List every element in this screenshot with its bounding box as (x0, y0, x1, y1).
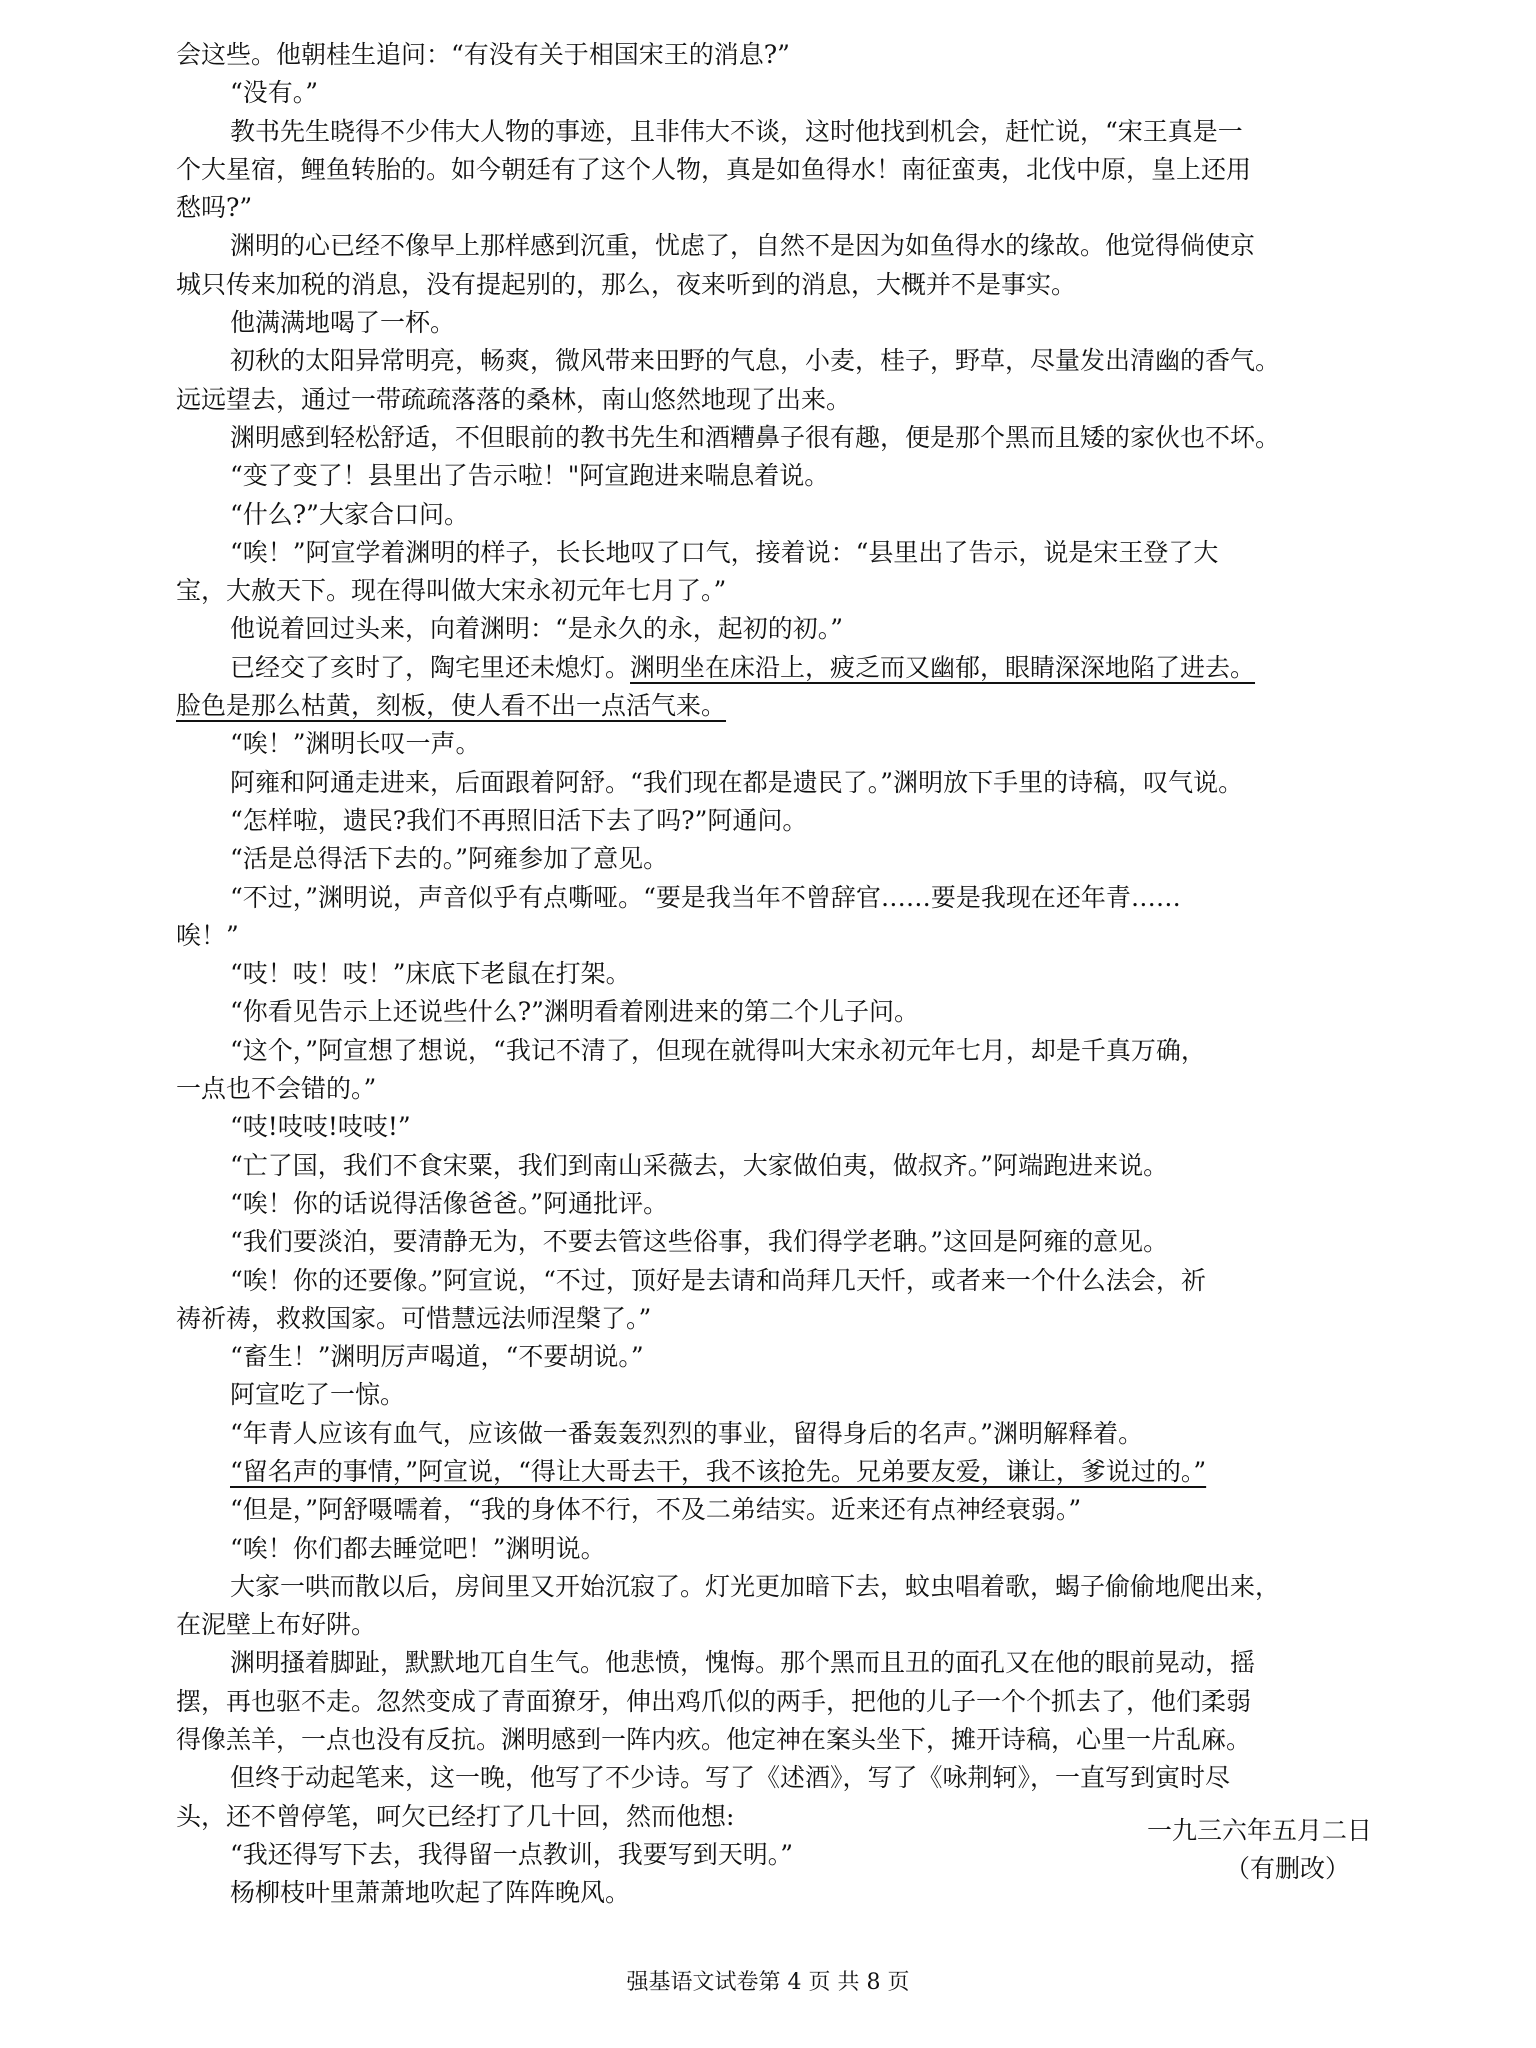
text-line (176, 879, 1376, 917)
text-line (176, 1147, 1376, 1185)
text-segment: 但终于动起笔来，这一晚，他写了不少诗。写了《述酒》，写了《咏荆轲》，一直写到寅时尽 (230, 1763, 1231, 1793)
text-line (176, 1683, 1376, 1721)
text-segment: “唉！你的话说得活像爸爸。”阿通批评。 (230, 1188, 669, 1218)
text-line (176, 381, 1376, 419)
text-segment: 愁吗?” (176, 193, 253, 223)
text-segment: 他满满地喝了一杯。 (230, 308, 456, 338)
text-line (176, 1644, 1376, 1682)
text-segment: “不过，”渊明说，声音似乎有点嘶哑。“要是我当年不曾辞官……要是我现在还年青…… (230, 882, 1181, 912)
text-line (176, 1415, 1376, 1453)
text-line (176, 1530, 1376, 1568)
text-segment: “吱！吱！吱！”床底下老鼠在打架。 (230, 959, 631, 989)
text-line (176, 1568, 1376, 1606)
text-segment: 大家一哄而散以后，房间里又开始沉寂了。灯光更加暗下去，蚊虫唱着歌，蝎子偷偷地爬出来， (230, 1571, 1281, 1601)
text-line (176, 1759, 1376, 1797)
text-segment: 渊明的心已经不像早上那样感到沉重，忧虑了，自然不是因为如鱼得水的缘故。他觉得倘使京 (230, 231, 1256, 261)
text-line (176, 764, 1376, 802)
text-segment: 宝，大赦天下。现在得叫做大宋永初元年七月了。” (176, 576, 727, 606)
text-line (176, 1338, 1376, 1376)
page-footer: 强基语文试卷第 4 页 共 8 页 (626, 1970, 910, 1995)
text-segment: “年青人应该有血气，应该做一番轰轰烈烈的事业，留得身后的名声。”渊明解释着。 (230, 1418, 1144, 1448)
text-segment: “畜生！”渊明厉声喝道，“不要胡说。” (230, 1342, 644, 1372)
text-line (176, 1606, 1376, 1644)
text-segment: 初秋的太阳异常明亮，畅爽，微风带来田野的气息，小麦，桂子，野草，尽量发出清幽的香气。 (230, 346, 1281, 376)
text-segment: “吱!吱吱!吱吱!” (230, 1112, 411, 1142)
text-line (176, 725, 1376, 763)
text-segment: “亡了国，我们不食宋粟，我们到南山采薇去，大家做伯夷，做叔齐。”阿端跑进来说。 (230, 1150, 1169, 1180)
text-segment: 头，还不曾停笔，呵欠已经打了几十回，然而他想: (176, 1801, 735, 1831)
text-segment: 阿雍和阿通走进来，后面跟着阿舒。“我们现在都是遗民了。”渊明放下手里的诗稿，叹气说。 (230, 767, 1244, 797)
text-line (176, 840, 1376, 878)
text-segment: 城只传来加税的消息，没有提起别的，那么，夜来听到的消息，大概并不是事实。 (176, 269, 1077, 299)
text-line (176, 917, 1376, 955)
text-segment: “活是总得活下去的。”阿雍参加了意见。 (230, 844, 669, 874)
text-segment: “唉！你的还要像。”阿宣说，“不过，顶好是去请和尚拜几天忏，或者来一个什么法会，祈 (230, 1265, 1206, 1295)
text-segment: 唉！” (176, 920, 239, 950)
text-segment: 祷祈祷，救救国家。可惜慧远法师涅槃了。” (176, 1303, 652, 1333)
text-line (176, 1223, 1376, 1261)
text-line (176, 1032, 1376, 1070)
text-segment: 得像羔羊，一点也没有反抗。渊明感到一阵内疚。他定神在案头坐下，摊开诗稿，心里一片乱麻。 (176, 1725, 1252, 1755)
text-segment: 会这些。他朝桂生追问：“有没有关于相国宋王的消息?” (176, 40, 790, 69)
text-line (176, 113, 1376, 151)
text-line (176, 496, 1376, 534)
text-segment: 在泥壁上布好阱。 (176, 1610, 377, 1640)
text-segment: “这个，”阿宣想了想说，“我记不清了，但现在就得叫大宋永初元年七月，却是千真万确， (230, 1035, 1206, 1065)
text-line (176, 419, 1376, 457)
text-line (176, 1300, 1376, 1338)
text-segment: 教书先生晓得不少伟大人物的事迹，且非伟大不谈，这时他找到机会，赶忙说，“宋王真是一 (230, 116, 1243, 146)
text-segment: 远远望去，通过一带疏疏落落的桑林，南山悠然地现了出来。 (176, 384, 852, 414)
text-segment: “你看见告示上还说些什么?”渊明看着刚进来的第二个儿子问。 (230, 997, 919, 1027)
text-line (176, 649, 1376, 687)
text-line (176, 1108, 1376, 1146)
text-line (176, 1070, 1376, 1108)
underlined-text: 脸色是那么枯黄，刻板，使人看不出一点活气来。 (176, 691, 727, 721)
text-segment: “没有。” (230, 78, 319, 108)
text-line (176, 1376, 1376, 1414)
text-segment: 一点也不会错的。” (176, 1074, 377, 1104)
text-line (176, 1721, 1376, 1759)
text-segment: “什么?”大家合口问。 (230, 499, 469, 529)
text-line (176, 610, 1376, 648)
text-segment: 阿宣吃了一惊。 (230, 1380, 406, 1410)
text-segment: 个大星宿，鲤鱼转胎的。如今朝廷有了这个人物，真是如鱼得水！南征蛮夷，北伐中原，皇上还用 (176, 154, 1252, 184)
text-line (176, 227, 1376, 265)
underlined-text: 渊明坐在床沿上，疲乏而又幽郁，眼睛深深地陷了进去。 (630, 652, 1256, 682)
text-segment: 渊明搔着脚趾，默默地兀自生气。他悲愤，愧悔。那个黑而且丑的面孔又在他的眼前晃动，摇 (230, 1648, 1256, 1678)
text-line (176, 687, 1376, 725)
text-line (176, 36, 1376, 74)
text-segment: 杨柳枝叶里萧萧地吹起了阵阵晚风。 (230, 1878, 631, 1908)
text-segment: 已经交了亥时了，陶宅里还未熄灯。 (230, 652, 631, 682)
text-segment: “我们要淡泊，要清静无为，不要去管这些俗事，我们得学老聃。”这回是阿雍的意见。 (230, 1227, 1169, 1257)
underlined-text: “留名声的事情，”阿宣说，“得让大哥去干，我不该抢先。兄弟要友爱，谦让，爹说过的。” (230, 1456, 1207, 1486)
text-line (176, 304, 1376, 342)
text-segment: 渊明感到轻松舒适，不但眼前的教书先生和酒糟鼻子很有趣，便是那个黑而且矮的家伙也不坏。 (230, 422, 1281, 452)
text-line (176, 189, 1376, 227)
text-segment: “怎样啦，遗民?我们不再照旧活下去了吗?”阿通问。 (230, 805, 808, 835)
text-segment: “变了变了！县里出了告示啦！"阿宣跑进来喘息着说。 (230, 461, 830, 491)
text-segment: “唉！你们都去睡觉吧！”渊明说。 (230, 1533, 606, 1563)
text-line (176, 802, 1376, 840)
text-line (176, 342, 1376, 380)
text-line (176, 1185, 1376, 1223)
text-line (176, 572, 1376, 610)
text-line (176, 1874, 1376, 1912)
text-line (176, 1453, 1376, 1491)
text-segment: 摆，再也驱不走。忽然变成了青面獠牙，伸出鸡爪似的两手，把他的儿子一个个抓去了，他们柔弱 (176, 1686, 1252, 1716)
text-line (176, 266, 1376, 304)
text-segment: 他说着回过头来，向着渊明：“是永久的永，起初的初。” (230, 614, 844, 644)
text-line (176, 151, 1376, 189)
text-line (176, 993, 1376, 1031)
text-segment: “我还得写下去，我得留一点教训，我要写到天明。” (230, 1839, 794, 1869)
edit-note: （有删改） (1224, 1854, 1350, 1883)
text-segment: “唉！”渊明长叹一声。 (230, 729, 481, 759)
text-line (176, 1491, 1376, 1529)
text-line (176, 955, 1376, 993)
story-text (176, 36, 1376, 1913)
text-line (176, 74, 1376, 112)
text-line (176, 457, 1376, 495)
text-line (176, 534, 1376, 572)
text-segment: “但是，”阿舒嗫嚅着，“我的身体不行，不及二弟结实。近来还有点神经衰弱。” (230, 1495, 1082, 1525)
story-date: 一九三六年五月二日 (1146, 1816, 1372, 1845)
text-line (176, 1262, 1376, 1300)
text-segment: “唉！”阿宣学着渊明的样子，长长地叹了口气，接着说：“县里出了告示，说是宋王登了大 (230, 537, 1219, 567)
